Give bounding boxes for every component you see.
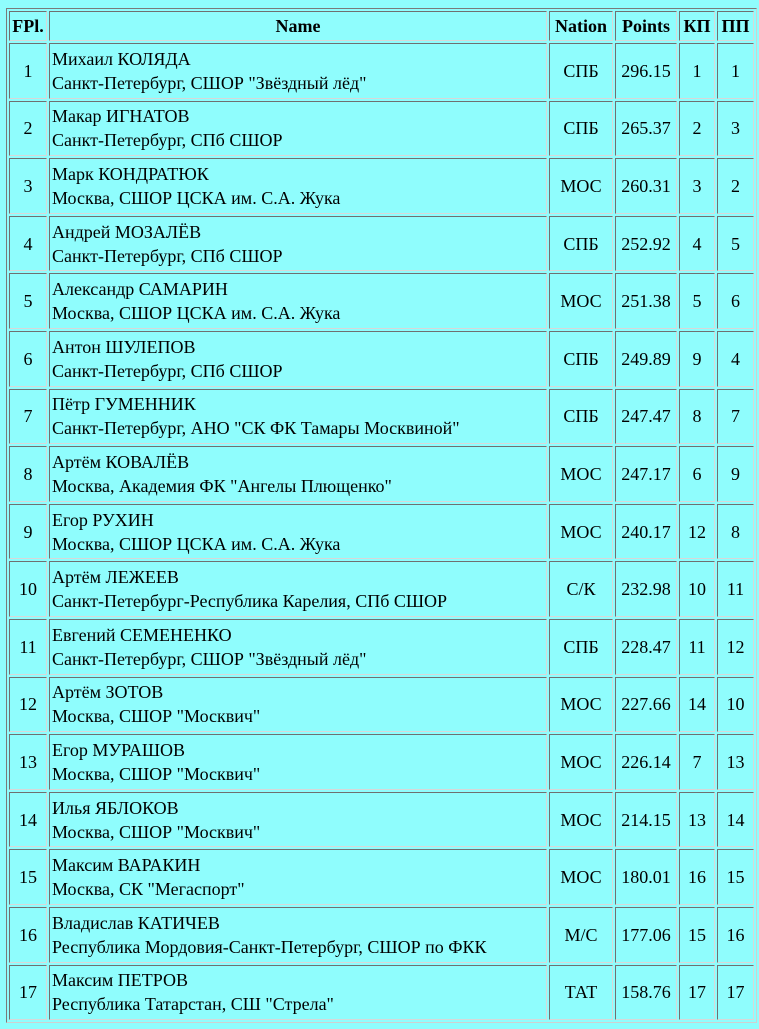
name-cell xyxy=(49,43,547,99)
skater-name: Егор МУРАШОВ xyxy=(52,739,186,760)
place-cell: 2 xyxy=(9,101,47,157)
nation-cell: М/С xyxy=(549,907,613,963)
header-points: Points xyxy=(615,11,677,41)
table-row xyxy=(9,158,754,214)
pp-place-cell: 15 xyxy=(717,849,754,905)
skater-name: Артём КОВАЛЁВ xyxy=(52,451,190,472)
name-cell xyxy=(49,331,547,387)
skater-club: Санкт-Петербург, СШОР "Звёздный лёд" xyxy=(52,648,367,669)
place-cell: 17 xyxy=(9,965,47,1021)
place-cell: 7 xyxy=(9,389,47,445)
name-cell xyxy=(49,907,547,963)
points-cell: 158.76 xyxy=(615,965,677,1021)
kp-place-cell: 4 xyxy=(679,216,715,272)
nation-cell: МОС xyxy=(549,792,613,848)
place-cell: 1 xyxy=(9,43,47,99)
kp-place-cell: 7 xyxy=(679,734,715,790)
table-row xyxy=(9,561,754,617)
kp-place-cell: 6 xyxy=(679,446,715,502)
points-cell: 247.17 xyxy=(615,446,677,502)
kp-place-cell: 2 xyxy=(679,101,715,157)
nation-cell: МОС xyxy=(549,734,613,790)
skater-name: Марк КОНДРАТЮК xyxy=(52,163,209,184)
place-cell: 16 xyxy=(9,907,47,963)
pp-place-cell: 12 xyxy=(717,619,754,675)
nation-cell: С/К xyxy=(549,561,613,617)
name-cell xyxy=(49,677,547,733)
skater-club: Санкт-Петербург, СПб СШОР xyxy=(52,245,283,266)
nation-cell: СПБ xyxy=(549,216,613,272)
points-cell: 232.98 xyxy=(615,561,677,617)
kp-place-cell: 5 xyxy=(679,273,715,329)
points-cell: 227.66 xyxy=(615,677,677,733)
kp-place-cell: 3 xyxy=(679,158,715,214)
results-body xyxy=(9,43,754,1020)
place-cell: 4 xyxy=(9,216,47,272)
place-cell: 11 xyxy=(9,619,47,675)
name-cell xyxy=(49,849,547,905)
nation-cell: ТАТ xyxy=(549,965,613,1021)
place-cell: 5 xyxy=(9,273,47,329)
name-cell xyxy=(49,216,547,272)
skater-club: Москва, СШОР "Москвич" xyxy=(52,821,261,842)
header-nation: Nation xyxy=(549,11,613,41)
nation-cell: МОС xyxy=(549,158,613,214)
name-cell xyxy=(49,965,547,1021)
points-cell: 251.38 xyxy=(615,273,677,329)
pp-place-cell: 1 xyxy=(717,43,754,99)
table-row xyxy=(9,619,754,675)
kp-place-cell: 16 xyxy=(679,849,715,905)
pp-place-cell: 10 xyxy=(717,677,754,733)
pp-place-cell: 8 xyxy=(717,504,754,560)
points-cell: 240.17 xyxy=(615,504,677,560)
table-row xyxy=(9,273,754,329)
place-cell: 6 xyxy=(9,331,47,387)
table-row xyxy=(9,907,754,963)
place-cell: 9 xyxy=(9,504,47,560)
skater-name: Антон ШУЛЕПОВ xyxy=(52,336,196,357)
pp-place-cell: 4 xyxy=(717,331,754,387)
nation-cell: СПБ xyxy=(549,101,613,157)
points-cell: 226.14 xyxy=(615,734,677,790)
table-row xyxy=(9,446,754,502)
name-cell xyxy=(49,158,547,214)
table-row xyxy=(9,331,754,387)
pp-place-cell: 11 xyxy=(717,561,754,617)
kp-place-cell: 11 xyxy=(679,619,715,675)
skater-name: Михаил КОЛЯДА xyxy=(52,48,191,69)
nation-cell: СПБ xyxy=(549,619,613,675)
place-cell: 10 xyxy=(9,561,47,617)
kp-place-cell: 9 xyxy=(679,331,715,387)
name-cell xyxy=(49,734,547,790)
header-kp: КП xyxy=(679,11,715,41)
header-row xyxy=(9,11,754,41)
skater-name: Максим ВАРАКИН xyxy=(52,855,201,876)
skater-club: Москва, СК "Мегаспорт" xyxy=(52,879,245,900)
kp-place-cell: 17 xyxy=(679,965,715,1021)
nation-cell: МОС xyxy=(549,273,613,329)
points-cell: 265.37 xyxy=(615,101,677,157)
points-cell: 177.06 xyxy=(615,907,677,963)
points-cell: 180.01 xyxy=(615,849,677,905)
results-table xyxy=(6,8,757,1023)
kp-place-cell: 1 xyxy=(679,43,715,99)
skater-name: Максим ПЕТРОВ xyxy=(52,970,189,991)
place-cell: 13 xyxy=(9,734,47,790)
skater-name: Макар ИГНАТОВ xyxy=(52,106,190,127)
pp-place-cell: 2 xyxy=(717,158,754,214)
skater-name: Пётр ГУМЕННИК xyxy=(52,394,196,415)
kp-place-cell: 14 xyxy=(679,677,715,733)
skater-club: Москва, СШОР "Москвич" xyxy=(52,763,261,784)
nation-cell: МОС xyxy=(549,446,613,502)
name-cell xyxy=(49,792,547,848)
kp-place-cell: 13 xyxy=(679,792,715,848)
skater-club: Москва, СШОР ЦСКА им. С.А. Жука xyxy=(52,187,341,208)
table-row xyxy=(9,43,754,99)
points-cell: 214.15 xyxy=(615,792,677,848)
nation-cell: СПБ xyxy=(549,43,613,99)
place-cell: 15 xyxy=(9,849,47,905)
skater-name: Артём ЛЕЖЕЕВ xyxy=(52,567,179,588)
name-cell xyxy=(49,619,547,675)
header-pp: ПП xyxy=(717,11,754,41)
skater-club: Санкт-Петербург, СПб СШОР xyxy=(52,130,283,151)
table-row xyxy=(9,965,754,1021)
table-row xyxy=(9,504,754,560)
skater-club: Санкт-Петербург, СПб СШОР xyxy=(52,360,283,381)
skater-club: Республика Татарстан, СШ "Стрела" xyxy=(52,994,334,1015)
points-cell: 228.47 xyxy=(615,619,677,675)
table-row xyxy=(9,677,754,733)
name-cell xyxy=(49,446,547,502)
skater-club: Санкт-Петербург, АНО "СК ФК Тамары Москвиной" xyxy=(52,418,460,439)
skater-club: Москва, СШОР ЦСКА им. С.А. Жука xyxy=(52,533,341,554)
nation-cell: МОС xyxy=(549,849,613,905)
kp-place-cell: 15 xyxy=(679,907,715,963)
table-row xyxy=(9,792,754,848)
skater-club: Москва, СШОР "Москвич" xyxy=(52,706,261,727)
table-row xyxy=(9,734,754,790)
place-cell: 8 xyxy=(9,446,47,502)
pp-place-cell: 16 xyxy=(717,907,754,963)
skater-name: Александр САМАРИН xyxy=(52,279,228,300)
skater-club: Республика Мордовия-Санкт-Петербург, СШОР по ФКК xyxy=(52,936,487,957)
nation-cell: МОС xyxy=(549,677,613,733)
pp-place-cell: 7 xyxy=(717,389,754,445)
name-cell xyxy=(49,101,547,157)
points-cell: 260.31 xyxy=(615,158,677,214)
table-row xyxy=(9,849,754,905)
name-cell xyxy=(49,504,547,560)
skater-name: Илья ЯБЛОКОВ xyxy=(52,797,179,818)
skater-club: Москва, СШОР ЦСКА им. С.А. Жука xyxy=(52,303,341,324)
skater-club: Санкт-Петербург-Республика Карелия, СПб СШОР xyxy=(52,591,448,612)
nation-cell: СПБ xyxy=(549,389,613,445)
skater-name: Евгений СЕМЕНЕНКО xyxy=(52,624,232,645)
header-place: FPl. xyxy=(9,11,47,41)
skater-club: Санкт-Петербург, СШОР "Звёздный лёд" xyxy=(52,72,367,93)
kp-place-cell: 8 xyxy=(679,389,715,445)
kp-place-cell: 10 xyxy=(679,561,715,617)
table-row xyxy=(9,389,754,445)
name-cell xyxy=(49,389,547,445)
pp-place-cell: 6 xyxy=(717,273,754,329)
points-cell: 247.47 xyxy=(615,389,677,445)
points-cell: 249.89 xyxy=(615,331,677,387)
place-cell: 14 xyxy=(9,792,47,848)
pp-place-cell: 3 xyxy=(717,101,754,157)
name-cell xyxy=(49,561,547,617)
kp-place-cell: 12 xyxy=(679,504,715,560)
place-cell: 3 xyxy=(9,158,47,214)
skater-name: Артём ЗОТОВ xyxy=(52,682,164,703)
pp-place-cell: 13 xyxy=(717,734,754,790)
header-name: Name xyxy=(49,11,547,41)
table-row xyxy=(9,101,754,157)
nation-cell: СПБ xyxy=(549,331,613,387)
skater-club: Москва, Академия ФК "Ангелы Плющенко" xyxy=(52,475,392,496)
pp-place-cell: 14 xyxy=(717,792,754,848)
pp-place-cell: 9 xyxy=(717,446,754,502)
table-row xyxy=(9,216,754,272)
points-cell: 296.15 xyxy=(615,43,677,99)
name-cell xyxy=(49,273,547,329)
pp-place-cell: 17 xyxy=(717,965,754,1021)
points-cell: 252.92 xyxy=(615,216,677,272)
skater-name: Егор РУХИН xyxy=(52,509,154,530)
place-cell: 12 xyxy=(9,677,47,733)
skater-name: Андрей МОЗАЛЁВ xyxy=(52,221,202,242)
skater-name: Владислав КАТИЧЕВ xyxy=(52,912,220,933)
pp-place-cell: 5 xyxy=(717,216,754,272)
nation-cell: МОС xyxy=(549,504,613,560)
